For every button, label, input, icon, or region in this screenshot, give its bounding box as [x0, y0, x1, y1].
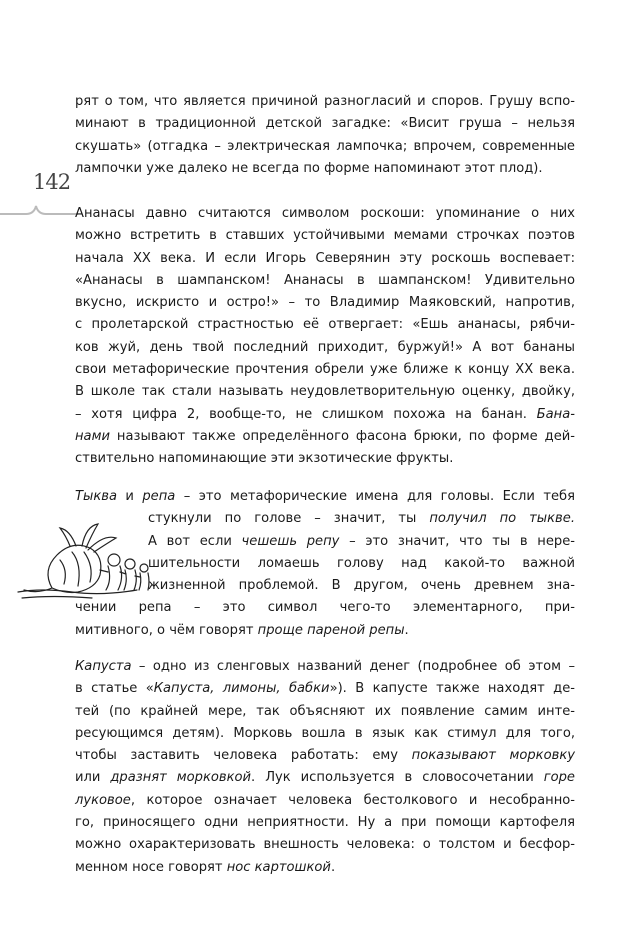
text-run: – это метафорические имена для головы. Если тебя: [175, 489, 575, 504]
text-run: – хотя цифра 2, вообще-то, не слишком похожа на банан.: [75, 406, 537, 422]
text-line: [75, 448, 575, 470]
text-line: [75, 486, 575, 508]
page-number: 142: [33, 170, 71, 194]
italic-term: чешешь репу: [241, 533, 340, 549]
paragraph-pear: [75, 91, 575, 180]
text-line: [75, 113, 575, 135]
italic-term: Бана-: [536, 406, 575, 422]
text-line: [75, 790, 575, 812]
text-run: начала XX века. И если Игорь Северянин эту роскошь воспевает:: [75, 250, 575, 266]
text-line: [75, 723, 575, 745]
text-line: [75, 337, 575, 359]
text-line: [148, 575, 575, 597]
text-run: ков жуй, день твой последний приходит, буржуй!» А вот бананы: [75, 339, 575, 355]
italic-term: Тыква: [75, 489, 117, 504]
text-run: Ананасы давно считаются символом роскоши: упоминание о них: [75, 206, 575, 221]
text-run: В школе так стали называть неудовлетворительную оценку, двойку,: [75, 384, 575, 400]
text-run: жизненной проблемой. В другом, очень древнем зна-: [148, 578, 575, 594]
italic-term: репа: [142, 489, 176, 504]
italic-term: показывают морковку: [411, 748, 575, 764]
text-line: [75, 225, 575, 247]
text-line: [75, 404, 575, 426]
text-line: [75, 158, 575, 180]
italic-term: нос картошкой: [226, 859, 331, 875]
italic-term: Капуста, лимоны, бабки: [153, 681, 330, 697]
italic-term: Капуста: [75, 659, 132, 674]
text-run: вкусно, искристо и остро!» – то Владимир Маяковский, напротив,: [75, 295, 575, 311]
text-run: ресующимся детям). Морковь вошла в язык как стимул для того,: [75, 725, 575, 741]
text-line: [148, 531, 575, 553]
text-run: , которое означает человека бестолкового и несобранно-: [130, 792, 575, 808]
text-run: свои метафорические прочтения обрели уже ближе к концу XX века.: [75, 362, 575, 378]
text-run: А вот если: [148, 533, 242, 549]
text-line: [75, 597, 575, 619]
text-run: шительности ломаешь голову над какой-то важной: [148, 555, 575, 571]
text-line: [75, 656, 575, 678]
text-line: [148, 508, 575, 530]
text-run: минают в традиционной детской загадке: «Висит груша – нельзя: [75, 116, 575, 132]
text-line: [75, 857, 575, 879]
text-run: го, приносящего одни неприятности. Ну а при помощи картофеля: [75, 815, 575, 831]
paragraph-cabbage: [75, 656, 575, 879]
text-run: в статье «: [75, 681, 154, 697]
text-line: [75, 292, 575, 314]
text-line: [75, 812, 575, 834]
text-line: [75, 203, 575, 225]
italic-term: дразнят морковкой: [110, 770, 252, 786]
text-run: менном носе говорят: [75, 859, 227, 875]
text-run: – это значит, что ты в нере-: [339, 533, 576, 549]
paragraph-pineapples-bananas: [75, 203, 575, 471]
text-line: [75, 136, 575, 158]
text-line: [75, 270, 575, 292]
text-run: »). В капусте также находят де-: [329, 681, 575, 697]
text-run: можно охарактеризовать внешность человека: о толстом и бесфор-: [75, 837, 575, 853]
text-run: . Лук используется в словосочетании: [251, 770, 544, 786]
text-line: [75, 767, 575, 789]
text-line: [75, 359, 575, 381]
text-run: чтобы заставить человека работать: ему: [75, 748, 412, 764]
text-line: [75, 620, 575, 642]
page-number-brace: [0, 192, 78, 222]
text-line: [75, 745, 575, 767]
italic-term: получил по тыкве.: [429, 511, 575, 527]
text-run: тей (по крайней мере, так объясняют их появление самим инте-: [75, 703, 575, 719]
italic-term: нами: [75, 428, 110, 444]
text-line: [75, 91, 575, 113]
text-line: [75, 314, 575, 336]
text-run: стукнули по голове – значит, ты: [148, 511, 430, 527]
italic-term: горе: [543, 770, 575, 786]
text-run: рят о том, что является причиной разногласий и споров. Грушу вспо-: [75, 94, 575, 109]
text-line: [75, 248, 575, 270]
text-line: [75, 834, 575, 856]
text-run: .: [330, 859, 336, 875]
text-line: [75, 381, 575, 403]
text-run: скушать» (отгадка – электрическая лампочка; впрочем, современные: [75, 138, 575, 154]
text-run: лампочки уже далеко не всегда по форме напоминают этот плод).: [75, 160, 543, 176]
text-run: .: [404, 622, 409, 638]
text-run: ствительно напоминающие эти экзотические фрукты.: [75, 451, 454, 467]
text-run: и: [117, 489, 143, 504]
text-run: – одно из сленговых названий денег (подробнее об этом –: [131, 659, 575, 674]
text-line: [75, 678, 575, 700]
text-line: [75, 701, 575, 723]
text-run: чении репа – это символ чего-то элементарного, при-: [75, 600, 575, 616]
text-run: можно встретить в ставших устойчивыми мемами строчках поэтов: [75, 228, 575, 244]
text-run: с пролетарской страстностью её отвергает: «Ешь ананасы, рябчи-: [75, 317, 575, 333]
text-run: или: [75, 770, 111, 786]
italic-term: луковое: [75, 792, 131, 808]
text-line: [148, 553, 575, 575]
text-line: [75, 426, 575, 448]
text-run: называют также определённого фасона брюки, по форме дей-: [109, 428, 575, 444]
text-run: митивного, о чём говорят: [75, 622, 258, 638]
paragraph-pumpkin-turnip: [75, 486, 575, 642]
text-run: «Ананасы в шампанском! Ананасы в шампанском! Удивительно: [75, 272, 575, 288]
italic-term: проще пареной репы: [257, 622, 405, 638]
